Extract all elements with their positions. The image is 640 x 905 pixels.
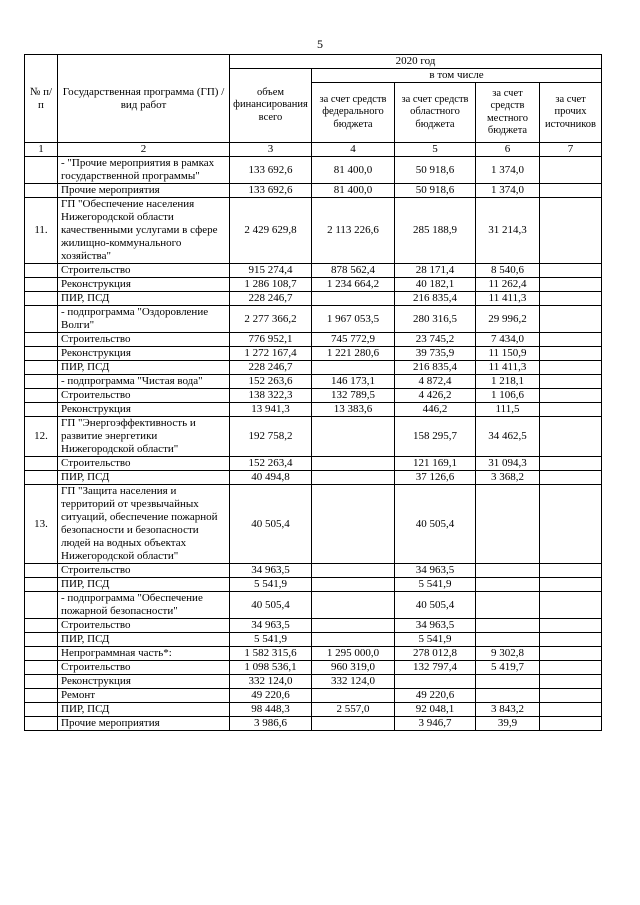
cell-regional: 40 505,4: [395, 485, 476, 564]
table-row: [25, 375, 602, 389]
cell-federal: 146 173,1: [312, 375, 395, 389]
cell-federal: [312, 689, 395, 703]
column-number-row: [25, 143, 602, 157]
row-name: ПИР, ПСД: [58, 578, 230, 592]
cell-federal: [312, 485, 395, 564]
row-number: [25, 471, 58, 485]
cell-regional: 40 505,4: [395, 592, 476, 619]
cell-regional: 216 835,4: [395, 361, 476, 375]
row-number: [25, 278, 58, 292]
column-number: 1: [25, 143, 58, 157]
table-row: [25, 361, 602, 375]
cell-other: [540, 157, 602, 184]
cell-local: 9 302,8: [476, 647, 540, 661]
cell-regional: 121 169,1: [395, 457, 476, 471]
row-name: Реконструкция: [58, 403, 230, 417]
row-name: Ремонт: [58, 689, 230, 703]
row-number: [25, 675, 58, 689]
cell-local: 7 434,0: [476, 333, 540, 347]
cell-regional: 3 946,7: [395, 717, 476, 731]
row-name: Строительство: [58, 619, 230, 633]
column-number: 5: [395, 143, 476, 157]
cell-federal: 332 124,0: [312, 675, 395, 689]
row-number: 13.: [25, 485, 58, 564]
cell-total: 5 541,9: [230, 578, 312, 592]
row-number: [25, 361, 58, 375]
cell-local: 1 106,6: [476, 389, 540, 403]
cell-total: 332 124,0: [230, 675, 312, 689]
row-number: [25, 564, 58, 578]
row-name: - "Прочие мероприятия в рамках государственной программы": [58, 157, 230, 184]
cell-total: 152 263,4: [230, 457, 312, 471]
row-name: ПИР, ПСД: [58, 361, 230, 375]
table-row: [25, 403, 602, 417]
cell-local: [476, 675, 540, 689]
row-name: - подпрограмма "Оздоровление Волги": [58, 306, 230, 333]
cell-federal: [312, 361, 395, 375]
row-name: - подпрограмма "Обеспечение пожарной безопасности": [58, 592, 230, 619]
cell-regional: 285 188,9: [395, 198, 476, 264]
header-total: объем финансирования всего: [230, 69, 312, 143]
table-row: [25, 184, 602, 198]
cell-local: 1 374,0: [476, 157, 540, 184]
cell-other: [540, 292, 602, 306]
row-number: [25, 689, 58, 703]
row-name: Реконструкция: [58, 347, 230, 361]
cell-other: [540, 403, 602, 417]
cell-federal: 2 557,0: [312, 703, 395, 717]
cell-federal: 13 383,6: [312, 403, 395, 417]
cell-federal: 878 562,4: [312, 264, 395, 278]
row-number: [25, 661, 58, 675]
row-name: Непрограммная часть*:: [58, 647, 230, 661]
cell-other: [540, 564, 602, 578]
cell-regional: 50 918,6: [395, 157, 476, 184]
cell-other: [540, 703, 602, 717]
row-number: [25, 457, 58, 471]
table-row: [25, 619, 602, 633]
column-number: 3: [230, 143, 312, 157]
table-row: [25, 689, 602, 703]
cell-total: 192 758,2: [230, 417, 312, 457]
header-local: за счет средств местного бюджета: [476, 83, 540, 143]
row-number: [25, 184, 58, 198]
cell-total: 1 272 167,4: [230, 347, 312, 361]
row-name: - подпрограмма "Чистая вода": [58, 375, 230, 389]
cell-total: 1 582 315,6: [230, 647, 312, 661]
cell-other: [540, 471, 602, 485]
cell-local: 5 419,7: [476, 661, 540, 675]
cell-other: [540, 689, 602, 703]
cell-total: 228 246,7: [230, 361, 312, 375]
cell-other: [540, 333, 602, 347]
cell-local: [476, 485, 540, 564]
row-number: [25, 619, 58, 633]
cell-other: [540, 264, 602, 278]
row-name: Строительство: [58, 661, 230, 675]
cell-total: 5 541,9: [230, 633, 312, 647]
column-number: 2: [58, 143, 230, 157]
cell-local: 1 218,1: [476, 375, 540, 389]
cell-total: 49 220,6: [230, 689, 312, 703]
cell-total: 3 986,6: [230, 717, 312, 731]
cell-local: 39,9: [476, 717, 540, 731]
table-row: [25, 333, 602, 347]
row-name: Реконструкция: [58, 278, 230, 292]
cell-other: [540, 375, 602, 389]
row-number: [25, 717, 58, 731]
row-number: [25, 592, 58, 619]
page-number: 5: [317, 37, 323, 51]
cell-local: 11 150,9: [476, 347, 540, 361]
cell-federal: 1 234 664,2: [312, 278, 395, 292]
cell-total: 13 941,3: [230, 403, 312, 417]
cell-other: [540, 717, 602, 731]
row-name: Строительство: [58, 264, 230, 278]
row-number: [25, 306, 58, 333]
table-row: [25, 578, 602, 592]
cell-local: 29 996,2: [476, 306, 540, 333]
table-row: [25, 278, 602, 292]
table-row: [25, 675, 602, 689]
cell-other: [540, 347, 602, 361]
row-name: ПИР, ПСД: [58, 471, 230, 485]
cell-regional: 28 171,4: [395, 264, 476, 278]
header-other: за счет прочих источников: [540, 83, 602, 143]
table-row: [25, 661, 602, 675]
header-year: 2020 год: [230, 55, 602, 69]
cell-total: 2 429 629,8: [230, 198, 312, 264]
cell-regional: 50 918,6: [395, 184, 476, 198]
cell-local: 111,5: [476, 403, 540, 417]
cell-total: 1 286 108,7: [230, 278, 312, 292]
cell-federal: 1 967 053,5: [312, 306, 395, 333]
cell-federal: 960 319,0: [312, 661, 395, 675]
table-row: [25, 471, 602, 485]
row-number: [25, 264, 58, 278]
cell-regional: 39 735,9: [395, 347, 476, 361]
cell-total: 1 098 536,1: [230, 661, 312, 675]
row-number: 11.: [25, 198, 58, 264]
table-row: [25, 564, 602, 578]
cell-local: 31 094,3: [476, 457, 540, 471]
row-number: [25, 647, 58, 661]
cell-other: [540, 417, 602, 457]
table-row: [25, 157, 602, 184]
cell-federal: 81 400,0: [312, 184, 395, 198]
cell-federal: [312, 619, 395, 633]
cell-total: 34 963,5: [230, 619, 312, 633]
cell-local: 31 214,3: [476, 198, 540, 264]
cell-local: 11 411,3: [476, 292, 540, 306]
cell-federal: 1 295 000,0: [312, 647, 395, 661]
cell-other: [540, 647, 602, 661]
column-number: 4: [312, 143, 395, 157]
cell-regional: 4 426,2: [395, 389, 476, 403]
row-name: ГП "Энергоэффективность и развитие энергетики Нижегородской области": [58, 417, 230, 457]
table-row: [25, 485, 602, 564]
cell-other: [540, 457, 602, 471]
cell-total: 152 263,6: [230, 375, 312, 389]
row-name: Строительство: [58, 389, 230, 403]
header-program: Государственная программа (ГП) / вид работ: [58, 55, 230, 143]
cell-local: 3 843,2: [476, 703, 540, 717]
row-name: ГП "Обеспечение населения Нижегородской области качественными услугами в сфере жилищно-коммунального хозяйства": [58, 198, 230, 264]
row-number: [25, 347, 58, 361]
row-name: Строительство: [58, 333, 230, 347]
cell-regional: 278 012,8: [395, 647, 476, 661]
cell-total: 40 494,8: [230, 471, 312, 485]
row-name: Реконструкция: [58, 675, 230, 689]
row-name: Строительство: [58, 564, 230, 578]
cell-other: [540, 675, 602, 689]
cell-local: [476, 633, 540, 647]
table-row: [25, 592, 602, 619]
row-number: [25, 403, 58, 417]
cell-regional: 34 963,5: [395, 619, 476, 633]
table-header: [25, 55, 602, 157]
cell-regional: [395, 675, 476, 689]
cell-total: 133 692,6: [230, 184, 312, 198]
cell-regional: 4 872,4: [395, 375, 476, 389]
cell-federal: [312, 292, 395, 306]
cell-other: [540, 184, 602, 198]
cell-local: [476, 564, 540, 578]
cell-other: [540, 485, 602, 564]
cell-local: [476, 578, 540, 592]
row-name: Прочие мероприятия: [58, 184, 230, 198]
table-row: [25, 703, 602, 717]
cell-regional: 37 126,6: [395, 471, 476, 485]
cell-federal: [312, 457, 395, 471]
cell-total: 98 448,3: [230, 703, 312, 717]
cell-total: 40 505,4: [230, 485, 312, 564]
cell-total: 2 277 366,2: [230, 306, 312, 333]
cell-total: 776 952,1: [230, 333, 312, 347]
row-name: ПИР, ПСД: [58, 633, 230, 647]
cell-regional: 158 295,7: [395, 417, 476, 457]
cell-local: [476, 619, 540, 633]
cell-federal: 132 789,5: [312, 389, 395, 403]
header-regional: за счет средств областного бюджета: [395, 83, 476, 143]
table-body: [25, 157, 602, 731]
row-number: [25, 292, 58, 306]
cell-regional: 5 541,9: [395, 633, 476, 647]
cell-local: [476, 689, 540, 703]
cell-regional: 23 745,2: [395, 333, 476, 347]
cell-other: [540, 592, 602, 619]
cell-other: [540, 306, 602, 333]
cell-other: [540, 278, 602, 292]
cell-other: [540, 389, 602, 403]
cell-federal: [312, 578, 395, 592]
cell-regional: 5 541,9: [395, 578, 476, 592]
row-number: [25, 157, 58, 184]
financing-table: [24, 54, 602, 731]
cell-federal: [312, 471, 395, 485]
cell-regional: 92 048,1: [395, 703, 476, 717]
cell-local: 3 368,2: [476, 471, 540, 485]
row-number: 12.: [25, 417, 58, 457]
header-federal: за счет средств федерального бюджета: [312, 83, 395, 143]
cell-regional: 34 963,5: [395, 564, 476, 578]
cell-local: 34 462,5: [476, 417, 540, 457]
cell-regional: 446,2: [395, 403, 476, 417]
cell-total: 40 505,4: [230, 592, 312, 619]
cell-other: [540, 198, 602, 264]
table-row: [25, 417, 602, 457]
header-num: № п/п: [25, 55, 58, 143]
column-number: 6: [476, 143, 540, 157]
cell-other: [540, 619, 602, 633]
cell-other: [540, 661, 602, 675]
cell-other: [540, 633, 602, 647]
cell-regional: 216 835,4: [395, 292, 476, 306]
cell-federal: [312, 633, 395, 647]
table-row: [25, 633, 602, 647]
row-number: [25, 389, 58, 403]
table-row: [25, 717, 602, 731]
cell-local: 1 374,0: [476, 184, 540, 198]
cell-regional: 40 182,1: [395, 278, 476, 292]
row-name: ПИР, ПСД: [58, 292, 230, 306]
header-including: в том числе: [312, 69, 602, 83]
cell-local: 8 540,6: [476, 264, 540, 278]
cell-regional: 132 797,4: [395, 661, 476, 675]
cell-regional: 49 220,6: [395, 689, 476, 703]
cell-local: [476, 592, 540, 619]
table-row: [25, 198, 602, 264]
cell-federal: 1 221 280,6: [312, 347, 395, 361]
column-number: 7: [540, 143, 602, 157]
row-number: [25, 633, 58, 647]
cell-federal: 2 113 226,6: [312, 198, 395, 264]
row-name: Прочие мероприятия: [58, 717, 230, 731]
cell-local: 11 411,3: [476, 361, 540, 375]
row-name: ПИР, ПСД: [58, 703, 230, 717]
table-row: [25, 457, 602, 471]
cell-total: 34 963,5: [230, 564, 312, 578]
table-row: [25, 292, 602, 306]
table-row: [25, 264, 602, 278]
row-number: [25, 703, 58, 717]
row-name: ГП "Защита населения и территорий от чрезвычайных ситуаций, обеспечение пожарной безопасности и безопасности людей на водных объектах Нижегородской области": [58, 485, 230, 564]
cell-total: 915 274,4: [230, 264, 312, 278]
table-row: [25, 347, 602, 361]
cell-federal: [312, 417, 395, 457]
cell-federal: [312, 564, 395, 578]
cell-federal: [312, 717, 395, 731]
cell-regional: 280 316,5: [395, 306, 476, 333]
cell-federal: [312, 592, 395, 619]
row-number: [25, 578, 58, 592]
cell-total: 133 692,6: [230, 157, 312, 184]
cell-total: 228 246,7: [230, 292, 312, 306]
table-row: [25, 647, 602, 661]
cell-total: 138 322,3: [230, 389, 312, 403]
cell-local: 11 262,4: [476, 278, 540, 292]
row-name: Строительство: [58, 457, 230, 471]
cell-other: [540, 578, 602, 592]
table-row: [25, 306, 602, 333]
cell-federal: 745 772,9: [312, 333, 395, 347]
table-row: [25, 389, 602, 403]
row-number: [25, 375, 58, 389]
cell-federal: 81 400,0: [312, 157, 395, 184]
row-number: [25, 333, 58, 347]
cell-other: [540, 361, 602, 375]
